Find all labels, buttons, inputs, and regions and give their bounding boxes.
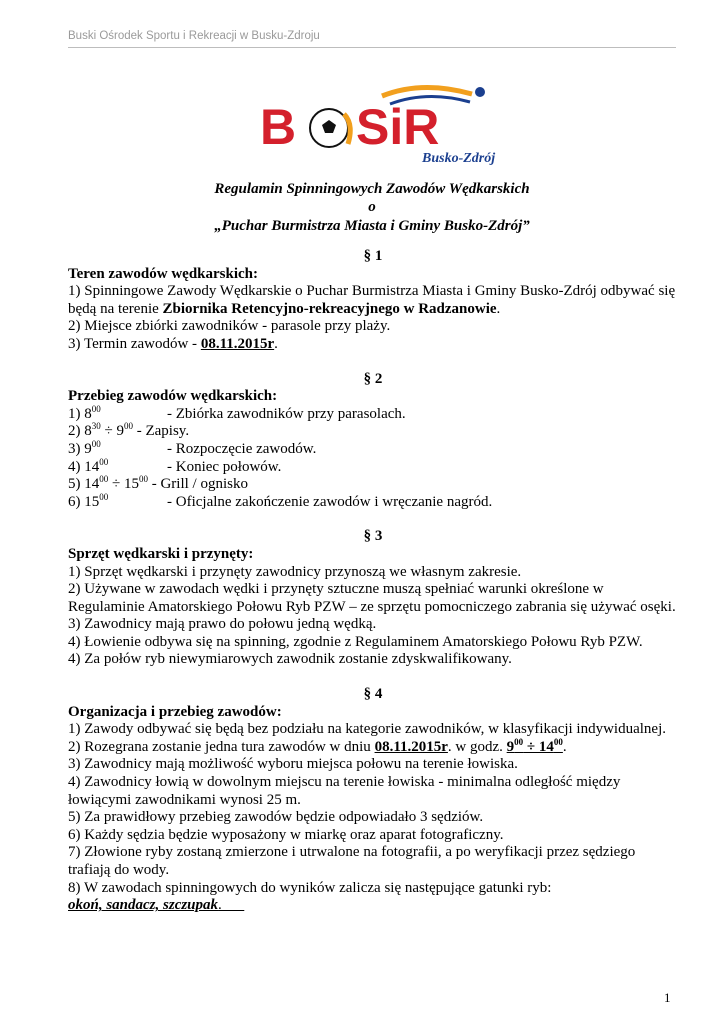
section-1-item-3: 3) Termin zawodów - 08.11.2015r. [68,335,278,352]
page-number: 1 [664,990,671,1005]
section-2-heading: Przebieg zawodów wędkarskich: [68,388,278,405]
section-4-item-1: 1) Zawody odbywać się będą bez podziału na kategorie zawodników, w klasyfikacji indywidualnej. [68,721,667,738]
schedule-row-6: 6) $15^{00}$ - Oficjalne zakończenie zawodów i wręczanie nagród. [68,491,493,510]
logo-graphic [232,84,520,166]
section-1-heading: Teren zawodów wędkarskich: [68,265,259,282]
section-1-mark: § 1 [363,248,383,264]
section-4-item-8: 8) W zawodach spinningowych do wyników zalicza się następujące gatunki ryb: [68,879,552,896]
section-1-item-1: 1) Spinningowe Zawody Wędkarskie o Puchar Burmistrza Miasta i Gminy Busko-Zdrój odbywać się będą na terenie Zbiornika Retencyjno-rekreacyjnego w Radzanowie. [68,283,676,317]
section-4-item-3: 3) Zawodnicy mają możliwość wyboru miejsca połowu na terenie łowiska. [68,756,518,773]
section-3-item-5: 4) Za połów ryb niewymiarowych zawodnik zostanie zdyskwalifikowany. [68,651,512,668]
section-3-item-2: 2) Używane w zawodach wędki i przynęty sztuczne muszą spełniać warunki określone w Regulaminie Amatorskiego Połowu Ryb PZW – ze sprzętu pomocniczego zabrania się używać osęki. [68,581,676,615]
section-4-mark: § 4 [363,686,383,703]
page-header [68,30,676,48]
section-4-item-6: 6) Każdy sędzia będzie wyposażony w miarkę oraz aparat fotograficzny. [68,826,504,843]
section-2-mark: § 2 [363,370,383,387]
document-body [68,248,678,915]
svg-text:B: B [260,99,297,155]
section-3-item-4: 4) Łowienie odbywa się na spinning, zgodnie z Regulaminem Amatorskiego Połowu Ryb PZW. [68,633,643,650]
section-3-mark: § 3 [363,528,383,545]
schedule-row-4: 4) $14^{00}$ - Koniec połowów. [68,456,282,475]
section-4-item-2: 2) Rozegrana zostanie jedna tura zawodów w dniu 08.11.2015r. w godz. $9^{00} \div 14^{00}$. [68,736,567,755]
svg-text:Busko-Zdrój: Busko-Zdrój [422,151,496,166]
section-4-item-7: 7) Złowione ryby zostaną zmierzone i utrwalone na fotografii, a po weryfikacji przez sędziego trafiają do wody. [68,844,636,878]
section-4-item-5: 5) Za prawidłowy przebieg zawodów będzie odpowiadało 3 sędziów. [68,809,484,826]
fish-species: okoń, sandacz, szczupak. [68,897,245,914]
schedule-row-2: 2) $8^{30} \div 9^{00}$ - Zapisy. [68,421,190,440]
section-3-item-3: 3) Zawodnicy mają prawo do połowu jedną wędką. [68,616,377,633]
schedule-row-3: 3) $9^{00}$ - Rozpoczęcie zawodów. [68,438,317,457]
bosir-logo [232,84,520,166]
header-org: Buski Ośrodek Sportu i Rekreacji w Busku-Zdroju [68,30,320,42]
title-line-3: „Puchar Burmistrza Miasta i Gminy Busko-Zdrój” [214,217,530,234]
section-3-heading: Sprzęt wędkarski i przynęty: [68,545,254,562]
svg-text:SiR: SiR [356,99,440,155]
section-3-item-1: 1) Sprzęt wędkarski i przynęty zawodnicy przynoszą we własnym zakresie. [68,563,522,580]
section-1-item-2: 2) Miejsce zbiórki zawodników - parasole przy plaży. [68,318,391,335]
title-line-2: o [368,199,376,216]
document-title [68,180,676,235]
section-4-heading: Organizacja i przebieg zawodów: [68,703,282,720]
section-4-item-4: 4) Zawodnicy łowią w dowolnym miejscu na terenie łowiska - minimalna odległość między łowiącymi zawodnikami wynosi 25 m. [68,774,621,808]
schedule-row-1: 1) $8^{00}$ - Zbiórka zawodników przy parasolach. [68,403,406,422]
title-line-1: Regulamin Spinningowych Zawodów Wędkarskich [214,181,530,197]
schedule-row-5: 5) $14^{00} \div 15^{00}$ - Grill / ognisko [68,474,248,493]
